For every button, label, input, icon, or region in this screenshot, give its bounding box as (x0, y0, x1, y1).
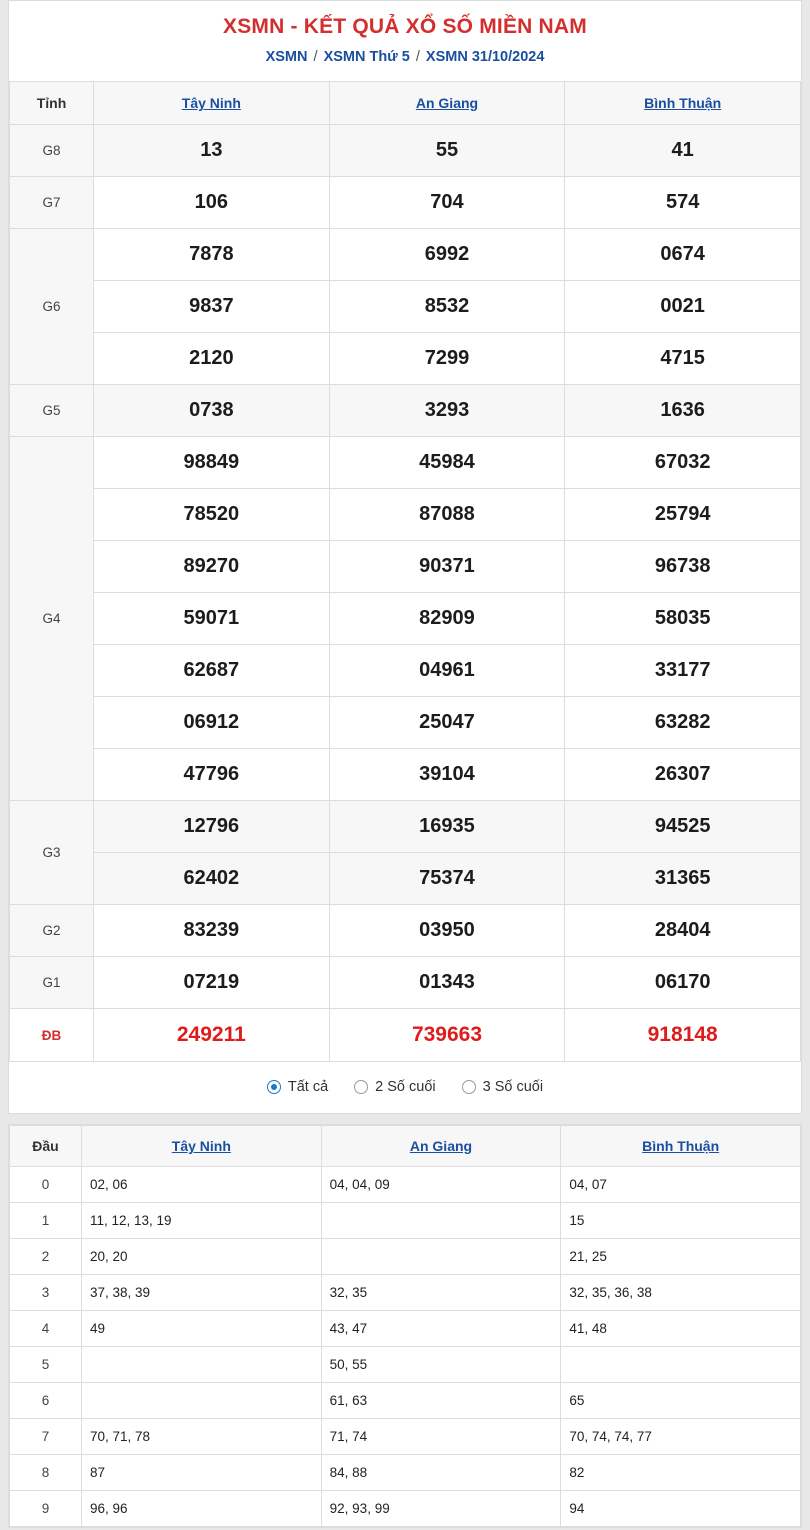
head-digit: 2 (10, 1239, 82, 1275)
table-row-g4 (10, 489, 801, 541)
prize-value: 704 (329, 177, 565, 229)
head-values: 43, 47 (321, 1311, 561, 1347)
head-values: 32, 35 (321, 1275, 561, 1311)
table-row-g7 (10, 177, 801, 229)
prize-value: 96738 (565, 541, 801, 593)
head-province-link-binh-thuan[interactable]: Bình Thuận (642, 1138, 720, 1154)
radio-icon-last3[interactable] (462, 1080, 476, 1094)
prize-value: 28404 (565, 905, 801, 957)
head-values (561, 1347, 801, 1383)
head-digit: 4 (10, 1311, 82, 1347)
head-values: 84, 88 (321, 1455, 561, 1491)
head-col-binh-thuan (561, 1126, 801, 1167)
table-row-g6 (10, 333, 801, 385)
prize-value: 67032 (565, 437, 801, 489)
prize-value-special: 918148 (565, 1009, 801, 1062)
prize-value: 41 (565, 125, 801, 177)
prize-value: 2120 (94, 333, 330, 385)
head-digit: 7 (10, 1419, 82, 1455)
head-values: 21, 25 (561, 1239, 801, 1275)
prize-value: 26307 (565, 749, 801, 801)
head-values: 32, 35, 36, 38 (561, 1275, 801, 1311)
head-values: 37, 38, 39 (82, 1275, 322, 1311)
result-header-row (10, 82, 801, 125)
head-digit: 3 (10, 1275, 82, 1311)
prize-value: 01343 (329, 957, 565, 1009)
prize-label-g4: G4 (10, 437, 94, 801)
prize-value: 8532 (329, 281, 565, 333)
prize-value: 78520 (94, 489, 330, 541)
filter-option-last2[interactable] (354, 1079, 435, 1095)
prize-value: 04961 (329, 645, 565, 697)
prize-value: 13 (94, 125, 330, 177)
head-values: 50, 55 (321, 1347, 561, 1383)
head-values: 70, 74, 74, 77 (561, 1419, 801, 1455)
prize-label-db: ĐB (10, 1009, 94, 1062)
prize-value: 83239 (94, 905, 330, 957)
prize-label-g3: G3 (10, 801, 94, 905)
filter-label-last2: 2 Số cuối (375, 1079, 436, 1095)
head-values (321, 1239, 561, 1275)
lottery-result-table (9, 81, 801, 1062)
prize-value: 7299 (329, 333, 565, 385)
prize-value: 06912 (94, 697, 330, 749)
prize-value: 6992 (329, 229, 565, 281)
table-row-g4 (10, 593, 801, 645)
table-row-g8 (10, 125, 801, 177)
head-province-link-tay-ninh[interactable]: Tây Ninh (171, 1138, 231, 1154)
result-table-body (10, 125, 801, 1062)
prize-value-special: 249211 (94, 1009, 330, 1062)
table-row-g4 (10, 541, 801, 593)
prize-value: 25794 (565, 489, 801, 541)
prize-value: 1636 (565, 385, 801, 437)
table-row-g3 (10, 801, 801, 853)
prize-value: 9837 (94, 281, 330, 333)
prize-value: 33177 (565, 645, 801, 697)
radio-icon-all[interactable] (267, 1080, 281, 1094)
head-values: 41, 48 (561, 1311, 801, 1347)
table-row-g4 (10, 645, 801, 697)
table-row (10, 1167, 801, 1203)
table-row (10, 1311, 801, 1347)
head-digit: 8 (10, 1455, 82, 1491)
table-row-g6 (10, 281, 801, 333)
result-table-head (10, 82, 801, 125)
table-row-g4 (10, 749, 801, 801)
prize-value: 63282 (565, 697, 801, 749)
prize-value: 87088 (329, 489, 565, 541)
head-values: 11, 12, 13, 19 (82, 1203, 322, 1239)
head-table-body (10, 1167, 801, 1527)
breadcrumb-separator-1: / (313, 49, 318, 65)
prize-label-g8: G8 (10, 125, 94, 177)
province-link-binh-thuan[interactable]: Bình Thuận (644, 95, 722, 111)
head-province-link-an-giang[interactable]: An Giang (409, 1138, 473, 1154)
table-row-g1 (10, 957, 801, 1009)
table-row (10, 1347, 801, 1383)
result-col-tay-ninh (94, 82, 330, 125)
head-col-an-giang (321, 1126, 561, 1167)
prize-value: 90371 (329, 541, 565, 593)
table-row-g6 (10, 229, 801, 281)
radio-icon-last2[interactable] (354, 1080, 368, 1094)
prize-value: 58035 (565, 593, 801, 645)
prize-value: 62687 (94, 645, 330, 697)
breadcrumb-link-xsmn[interactable]: XSMN (265, 49, 308, 65)
prize-label-g5: G5 (10, 385, 94, 437)
prize-value: 25047 (329, 697, 565, 749)
prize-label-g6: G6 (10, 229, 94, 385)
breadcrumb-link-date[interactable]: XSMN 31/10/2024 (425, 49, 545, 65)
head-values (82, 1383, 322, 1419)
table-row (10, 1203, 801, 1239)
breadcrumb-separator-2: / (415, 49, 420, 65)
prize-value: 89270 (94, 541, 330, 593)
result-col-an-giang (329, 82, 565, 125)
head-values: 49 (82, 1311, 322, 1347)
head-values: 65 (561, 1383, 801, 1419)
table-row (10, 1275, 801, 1311)
prize-label-g1: G1 (10, 957, 94, 1009)
table-row (10, 1455, 801, 1491)
prize-label-g2: G2 (10, 905, 94, 957)
page-title: XSMN - KẾT QUẢ XỔ SỐ MIỀN NAM (223, 15, 587, 38)
prize-value: 94525 (565, 801, 801, 853)
result-col-province-label: Tỉnh (10, 82, 94, 125)
province-link-tay-ninh[interactable]: Tây Ninh (181, 95, 241, 111)
page-header (9, 1, 801, 81)
prize-value: 39104 (329, 749, 565, 801)
prize-value: 574 (565, 177, 801, 229)
table-row-g4 (10, 697, 801, 749)
head-tail-card (8, 1124, 802, 1528)
prize-value: 45984 (329, 437, 565, 489)
prize-value: 16935 (329, 801, 565, 853)
head-tail-table (9, 1125, 801, 1527)
prize-value: 12796 (94, 801, 330, 853)
prize-value-special: 739663 (329, 1009, 565, 1062)
filter-options (9, 1062, 801, 1113)
table-row (10, 1239, 801, 1275)
prize-value: 106 (94, 177, 330, 229)
section-gap (0, 1114, 810, 1124)
head-values: 71, 74 (321, 1419, 561, 1455)
filter-option-all[interactable] (267, 1079, 328, 1095)
head-values: 87 (82, 1455, 322, 1491)
prize-value: 3293 (329, 385, 565, 437)
head-values: 02, 06 (82, 1167, 322, 1203)
head-digit: 6 (10, 1383, 82, 1419)
prize-value: 07219 (94, 957, 330, 1009)
head-values: 04, 04, 09 (321, 1167, 561, 1203)
province-link-an-giang[interactable]: An Giang (415, 95, 479, 111)
head-values: 04, 07 (561, 1167, 801, 1203)
prize-value: 75374 (329, 853, 565, 905)
prize-value: 0021 (565, 281, 801, 333)
result-col-binh-thuan (565, 82, 801, 125)
head-values: 61, 63 (321, 1383, 561, 1419)
table-row (10, 1491, 801, 1527)
head-col-label: Đầu (10, 1126, 82, 1167)
prize-value: 82909 (329, 593, 565, 645)
head-values: 94 (561, 1491, 801, 1527)
head-values (321, 1203, 561, 1239)
head-col-tay-ninh (82, 1126, 322, 1167)
lottery-result-card (8, 0, 802, 1114)
head-digit: 9 (10, 1491, 82, 1527)
head-values: 92, 93, 99 (321, 1491, 561, 1527)
head-header-row (10, 1126, 801, 1167)
prize-value: 55 (329, 125, 565, 177)
table-row (10, 1383, 801, 1419)
prize-value: 06170 (565, 957, 801, 1009)
breadcrumb (19, 49, 791, 65)
prize-value: 31365 (565, 853, 801, 905)
head-values: 20, 20 (82, 1239, 322, 1275)
table-row-db (10, 1009, 801, 1062)
table-row (10, 1419, 801, 1455)
table-row-g2 (10, 905, 801, 957)
prize-value: 0674 (565, 229, 801, 281)
head-values: 70, 71, 78 (82, 1419, 322, 1455)
filter-label-last3: 3 Số cuối (482, 1079, 544, 1095)
head-values: 15 (561, 1203, 801, 1239)
prize-value: 47796 (94, 749, 330, 801)
prize-label-g7: G7 (10, 177, 94, 229)
prize-value: 0738 (94, 385, 330, 437)
prize-value: 7878 (94, 229, 330, 281)
prize-value: 03950 (329, 905, 565, 957)
head-values (82, 1347, 322, 1383)
breadcrumb-link-weekday[interactable]: XSMN Thứ 5 (323, 49, 410, 65)
prize-value: 59071 (94, 593, 330, 645)
filter-label-all: Tất cả (287, 1079, 329, 1095)
table-row-g3 (10, 853, 801, 905)
prize-value: 62402 (94, 853, 330, 905)
head-values: 82 (561, 1455, 801, 1491)
table-row-g5 (10, 385, 801, 437)
table-row-g4 (10, 437, 801, 489)
head-digit: 0 (10, 1167, 82, 1203)
prize-value: 98849 (94, 437, 330, 489)
prize-value: 4715 (565, 333, 801, 385)
head-table-head (10, 1126, 801, 1167)
head-values: 96, 96 (82, 1491, 322, 1527)
head-digit: 5 (10, 1347, 82, 1383)
head-digit: 1 (10, 1203, 82, 1239)
filter-option-last3[interactable] (462, 1079, 543, 1095)
